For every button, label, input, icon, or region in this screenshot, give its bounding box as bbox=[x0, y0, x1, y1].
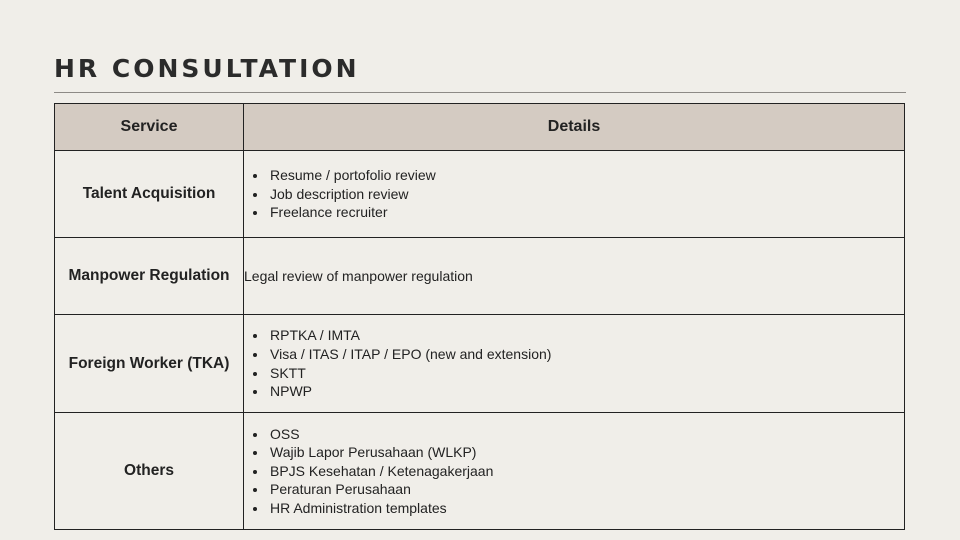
list-item: • Peraturan Perusahaan bbox=[268, 480, 904, 499]
list-item: • SKTT bbox=[268, 364, 904, 383]
table-row bbox=[55, 238, 905, 315]
table-row bbox=[55, 413, 905, 530]
service-cell-foreign-worker: Foreign Worker (TKA) bbox=[55, 315, 244, 413]
header-details: Details bbox=[244, 104, 905, 151]
service-cell-others: Others bbox=[55, 413, 244, 530]
list-item: • BPJS Kesehatan / Ketenagakerjaan bbox=[268, 462, 904, 481]
details-cell-others bbox=[244, 413, 905, 530]
details-cell-manpower-regulation: Legal review of manpower regulation bbox=[244, 238, 905, 315]
list-item: • Wajib Lapor Perusahaan (WLKP) bbox=[268, 443, 904, 462]
list-item: • Job description review bbox=[268, 185, 904, 204]
list-item: • NPWP bbox=[268, 382, 904, 401]
list-item: • Resume / portofolio review bbox=[268, 166, 904, 185]
service-cell-manpower-regulation: Manpower Regulation bbox=[55, 238, 244, 315]
services-table bbox=[54, 103, 905, 530]
list-item: • Freelance recruiter bbox=[268, 203, 904, 222]
list-item: • Visa / ITAS / ITAP / EPO (new and extension) bbox=[268, 345, 904, 364]
list-item: • RPTKA / IMTA bbox=[268, 326, 904, 345]
title-divider bbox=[54, 92, 906, 93]
table-row bbox=[55, 151, 905, 238]
table-header-row bbox=[55, 104, 905, 151]
service-cell-talent-acquisition: Talent Acquisition bbox=[55, 151, 244, 238]
list-item: • HR Administration templates bbox=[268, 499, 904, 518]
detail-list bbox=[244, 425, 904, 518]
detail-list bbox=[244, 326, 904, 400]
table-row bbox=[55, 315, 905, 413]
detail-list bbox=[244, 166, 904, 222]
details-cell-foreign-worker bbox=[244, 315, 905, 413]
details-cell-talent-acquisition bbox=[244, 151, 905, 238]
page-title: HR CONSULTATION bbox=[54, 54, 360, 83]
list-item: • OSS bbox=[268, 425, 904, 444]
header-service: Service bbox=[55, 104, 244, 151]
